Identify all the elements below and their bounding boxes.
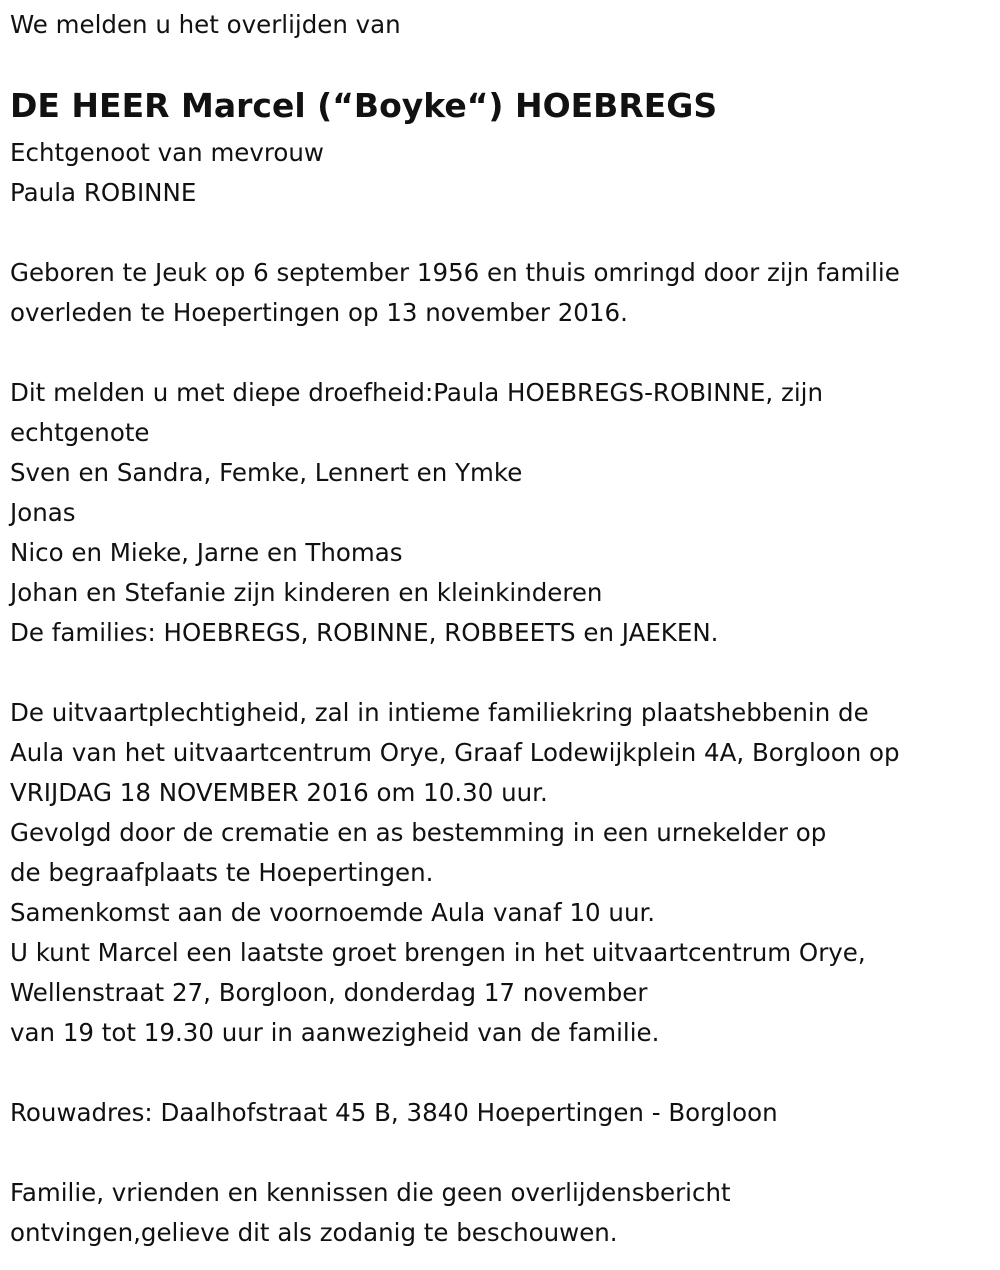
spouse-line: Echtgenoot van mevrouw [10, 138, 324, 167]
ceremony-line: VRIJDAG 18 NOVEMBER 2016 om 10.30 uur. [10, 778, 548, 807]
ceremony-line: Gevolgd door de crematie en as bestemming in een urnekelder op [10, 818, 827, 847]
ceremony-line: U kunt Marcel een laatste groet brengen in het uitvaartcentrum Orye, [10, 938, 866, 967]
family-line: Jonas [10, 498, 76, 527]
family-line: Nico en Mieke, Jarne en Thomas [10, 538, 403, 567]
ceremony-line: van 19 tot 19.30 uur in aanwezigheid van de familie. [10, 1018, 660, 1047]
closing-line: ontvingen,gelieve dit als zodanig te beschouwen. [10, 1218, 618, 1247]
deceased-name: DE HEER Marcel (“Boyke“) HOEBREGS [10, 86, 718, 125]
family-line: De families: HOEBREGS, ROBINNE, ROBBEETS en JAEKEN. [10, 618, 719, 647]
spouse-name: Paula ROBINNE [10, 178, 197, 207]
ceremony-line: De uitvaartplechtigheid, zal in intieme familiekring plaatshebbenin de [10, 698, 869, 727]
family-line: Johan en Stefanie zijn kinderen en kleinkinderen [10, 578, 603, 607]
family-line: echtgenote [10, 418, 150, 447]
ceremony-line: Aula van het uitvaartcentrum Orye, Graaf Lodewijkplein 4A, Borgloon op [10, 738, 900, 767]
family-line: Sven en Sandra, Femke, Lennert en Ymke [10, 458, 523, 487]
intro-text: We melden u het overlijden van [10, 10, 401, 39]
ceremony-line: Samenkomst aan de voornoemde Aula vanaf 10 uur. [10, 898, 656, 927]
mourning-address: Rouwadres: Daalhofstraat 45 B, 3840 Hoepertingen - Borgloon [10, 1098, 778, 1127]
ceremony-line: Wellenstraat 27, Borgloon, donderdag 17 november [10, 978, 648, 1007]
birth-line: Geboren te Jeuk op 6 september 1956 en thuis omringd door zijn familie [10, 258, 900, 287]
ceremony-line: de begraafplaats te Hoepertingen. [10, 858, 434, 887]
closing-line: Familie, vrienden en kennissen die geen overlijdensbericht [10, 1178, 731, 1207]
death-line: overleden te Hoepertingen op 13 november 2016. [10, 298, 628, 327]
family-line: Dit melden u met diepe droefheid:Paula HOEBREGS-ROBINNE, zijn [10, 378, 823, 407]
